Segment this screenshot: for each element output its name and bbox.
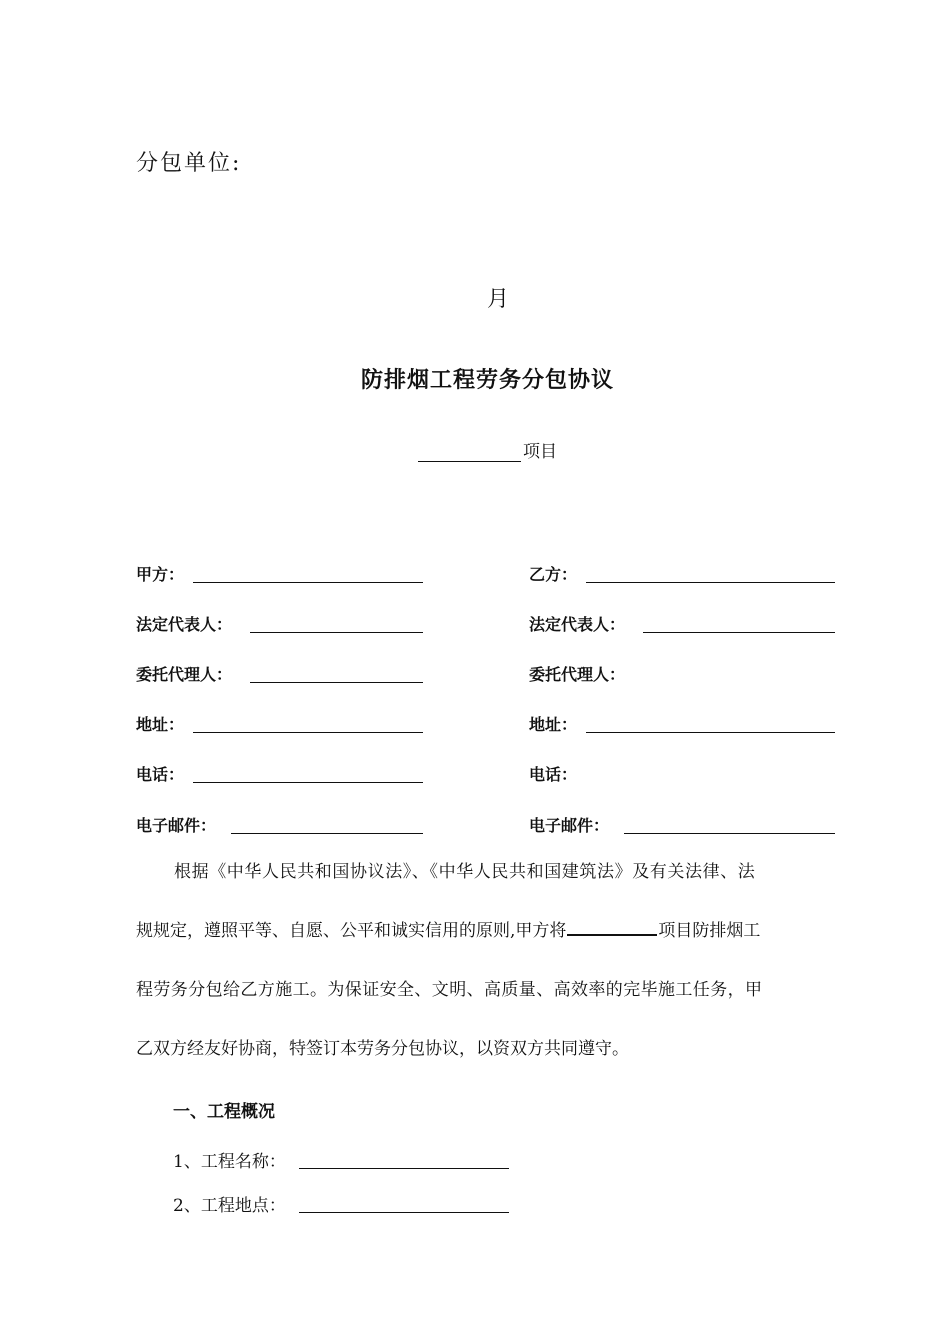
subcontractor-label: 分包单位: bbox=[136, 151, 242, 176]
party-a-legal-rep-blank[interactable] bbox=[250, 632, 423, 633]
party-b-legal-rep-row bbox=[529, 612, 836, 634]
preamble-paragraph bbox=[136, 843, 836, 1079]
document-title: 防排烟工程劳务分包协议 bbox=[360, 367, 614, 393]
project-name-label: 1、工程名称： bbox=[173, 1152, 286, 1172]
party-a-address-blank[interactable] bbox=[193, 732, 423, 733]
preamble-line-2-b: 项目防排烟工 bbox=[658, 921, 761, 941]
party-a-phone-label: 电话： bbox=[136, 765, 185, 784]
party-a-row bbox=[136, 562, 424, 584]
party-b-legal-rep-blank[interactable] bbox=[643, 632, 835, 633]
month-label: 月 bbox=[487, 287, 510, 312]
preamble-line-2 bbox=[136, 902, 836, 961]
party-b-agent-row bbox=[529, 662, 836, 684]
party-b-row bbox=[529, 562, 836, 584]
party-a-agent-row bbox=[136, 662, 424, 684]
preamble-line-1: 根据《中华人民共和国协议法》、《中华人民共和国建筑法》及有关法律、法 bbox=[174, 862, 756, 882]
party-a-phone-blank[interactable] bbox=[193, 782, 423, 783]
party-a-email-blank[interactable] bbox=[231, 833, 423, 834]
party-b-blank[interactable] bbox=[586, 582, 835, 583]
project-suffix: 项目 bbox=[523, 442, 557, 462]
project-name-inline-blank[interactable] bbox=[567, 914, 657, 936]
party-b-phone-label: 电话： bbox=[529, 765, 578, 784]
project-location-row bbox=[173, 1191, 513, 1215]
party-a-phone-row bbox=[136, 762, 424, 784]
party-b-legal-rep-label: 法定代表人： bbox=[529, 615, 626, 634]
party-b-phone-row bbox=[529, 762, 836, 784]
project-name-field-blank[interactable] bbox=[299, 1168, 509, 1169]
section-1-heading: 一、工程概况 bbox=[173, 1102, 275, 1122]
party-a-email-row bbox=[136, 813, 424, 835]
party-a-label: 甲方： bbox=[136, 565, 185, 584]
party-a-agent-label: 委托代理人： bbox=[136, 665, 233, 684]
party-a-email-label: 电子邮件： bbox=[136, 816, 217, 835]
preamble-line-2-a: 规规定，遵照平等、自愿、公平和诚实信用的原则,甲方将 bbox=[136, 921, 567, 941]
party-a-address-label: 地址： bbox=[136, 715, 185, 734]
project-name-blank[interactable] bbox=[418, 443, 521, 462]
party-b-email-row bbox=[529, 813, 836, 835]
party-b-address-blank[interactable] bbox=[586, 732, 835, 733]
party-a-blank[interactable] bbox=[193, 582, 423, 583]
party-b-address-label: 地址： bbox=[529, 715, 578, 734]
project-location-field-blank[interactable] bbox=[299, 1212, 509, 1213]
party-b-agent-label: 委托代理人： bbox=[529, 665, 626, 684]
project-name-row bbox=[173, 1147, 513, 1171]
project-line bbox=[418, 437, 557, 462]
party-b-address-row bbox=[529, 712, 836, 734]
project-location-label: 2、工程地点： bbox=[173, 1196, 286, 1216]
party-a-agent-blank[interactable] bbox=[250, 682, 423, 683]
preamble-line-4: 乙双方经友好协商，特签订本劳务分包协议，以资双方共同遵守。 bbox=[136, 1039, 629, 1059]
party-b-email-label: 电子邮件： bbox=[529, 816, 610, 835]
party-a-address-row bbox=[136, 712, 424, 734]
party-a-legal-rep-label: 法定代表人： bbox=[136, 615, 233, 634]
party-b-email-blank[interactable] bbox=[624, 833, 835, 834]
preamble-line-3: 程劳务分包给乙方施工。为保证安全、文明、高质量、高效率的完毕施工任务，甲 bbox=[136, 980, 763, 1000]
party-b-label: 乙方： bbox=[529, 565, 578, 584]
party-a-legal-rep-row bbox=[136, 612, 424, 634]
